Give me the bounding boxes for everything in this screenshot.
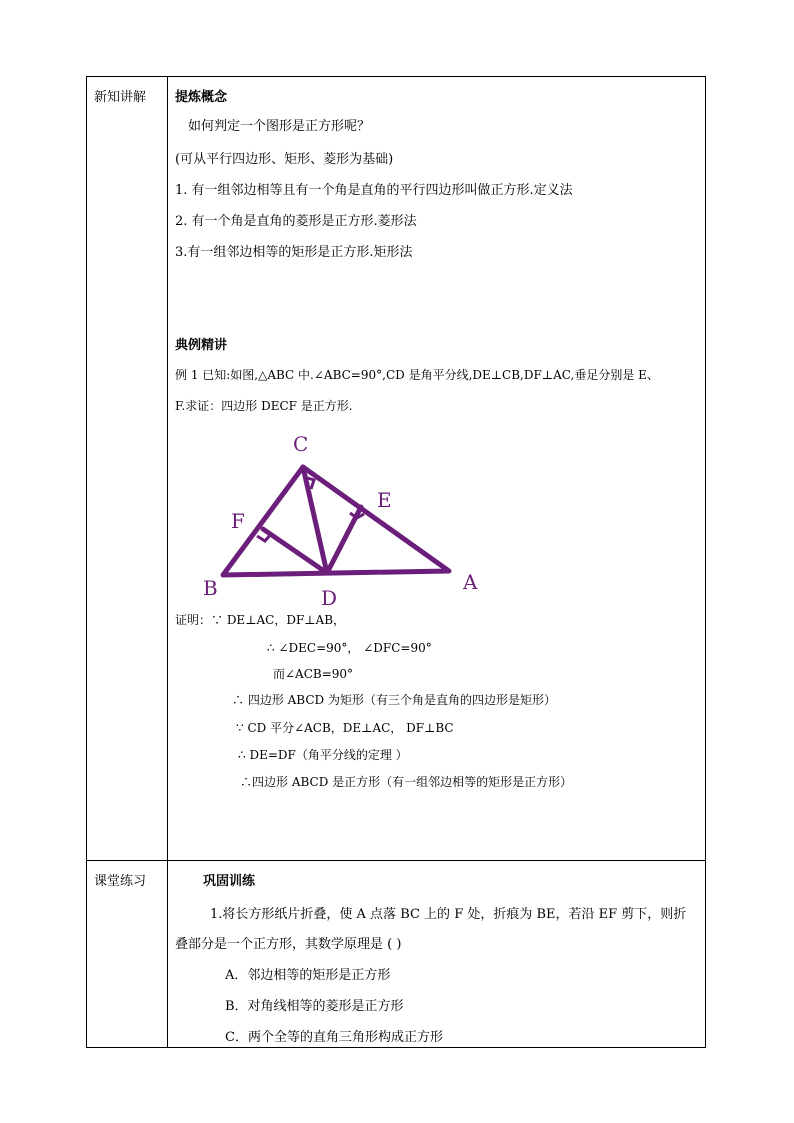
- proof-line: 证明：∵ DE⊥AC，DF⊥AB，: [175, 613, 346, 627]
- row-label-new-knowledge: 新知讲解: [94, 90, 147, 105]
- label-a: A: [463, 570, 478, 594]
- section-heading-practice: 巩固训练: [203, 874, 256, 889]
- note-text: (可从平行四边形、矩形、菱形为基础): [175, 152, 394, 167]
- practice-question-line1: 1.将长方形纸片折叠，使 A 点落 BC 上的 F 处，折痕为 BE，若沿 EF 剪下，则折: [210, 907, 687, 922]
- right-angle-mark-f: [257, 534, 271, 541]
- practice-option: A．邻边相等的矩形是正方形: [225, 968, 391, 983]
- row-label-class-practice: 课堂练习: [94, 874, 147, 889]
- proof-line: ∴ 四边形 ABCD 为矩形（有三个角是直角的四边形是矩形）: [232, 693, 556, 707]
- label-c: C: [293, 432, 309, 456]
- proof-line: ∴四边形 ABCD 是正方形（有一组邻边相等的矩形是正方形）: [240, 775, 573, 789]
- example-text-line2: F.求证：四边形 DECF 是正方形.: [175, 399, 353, 413]
- criterion-item: 1. 有一组邻边相等且有一个角是直角的平行四边形叫做正方形.定义法: [175, 183, 573, 198]
- proof-line: ∴ ∠DEC=90°， ∠DFC=90°: [267, 641, 432, 655]
- question-text: 如何判定一个图形是正方形呢？: [188, 119, 371, 134]
- label-f: F: [231, 509, 245, 533]
- lesson-table: [86, 76, 706, 1048]
- section-heading-examples: 典例精讲: [175, 338, 228, 353]
- column-divider: [167, 77, 168, 1047]
- row-divider: [87, 860, 705, 861]
- proof-line: ∴ DE=DF（角平分线的定理 ）: [238, 748, 408, 762]
- practice-option: C．两个全等的直角三角形构成正方形: [225, 1030, 443, 1045]
- section-heading-concepts: 提炼概念: [175, 90, 228, 105]
- practice-question-line2: 叠部分是一个正方形，其数学原理是 ( ): [175, 937, 402, 952]
- label-b: B: [203, 576, 218, 600]
- label-e: E: [377, 488, 392, 512]
- criterion-item: 2. 有一个角是直角的菱形是正方形.菱形法: [175, 214, 417, 229]
- practice-option: B．对角线相等的菱形是正方形: [225, 999, 404, 1014]
- proof-line: ∵ CD 平分∠ACB，DE⊥AC， DF⊥BC: [236, 721, 454, 735]
- criterion-item: 3.有一组邻边相等的矩形是正方形.矩形法: [175, 245, 413, 260]
- proof-line: 而∠ACB=90°: [273, 667, 354, 681]
- label-d: D: [321, 586, 338, 610]
- geometry-diagram: [187, 425, 507, 615]
- example-text-line1: 例 1 已知:如图,△ABC 中.∠ABC=90°,CD 是角平分线,DE⊥CB,DF⊥AC,垂足分别是 E、: [175, 368, 659, 382]
